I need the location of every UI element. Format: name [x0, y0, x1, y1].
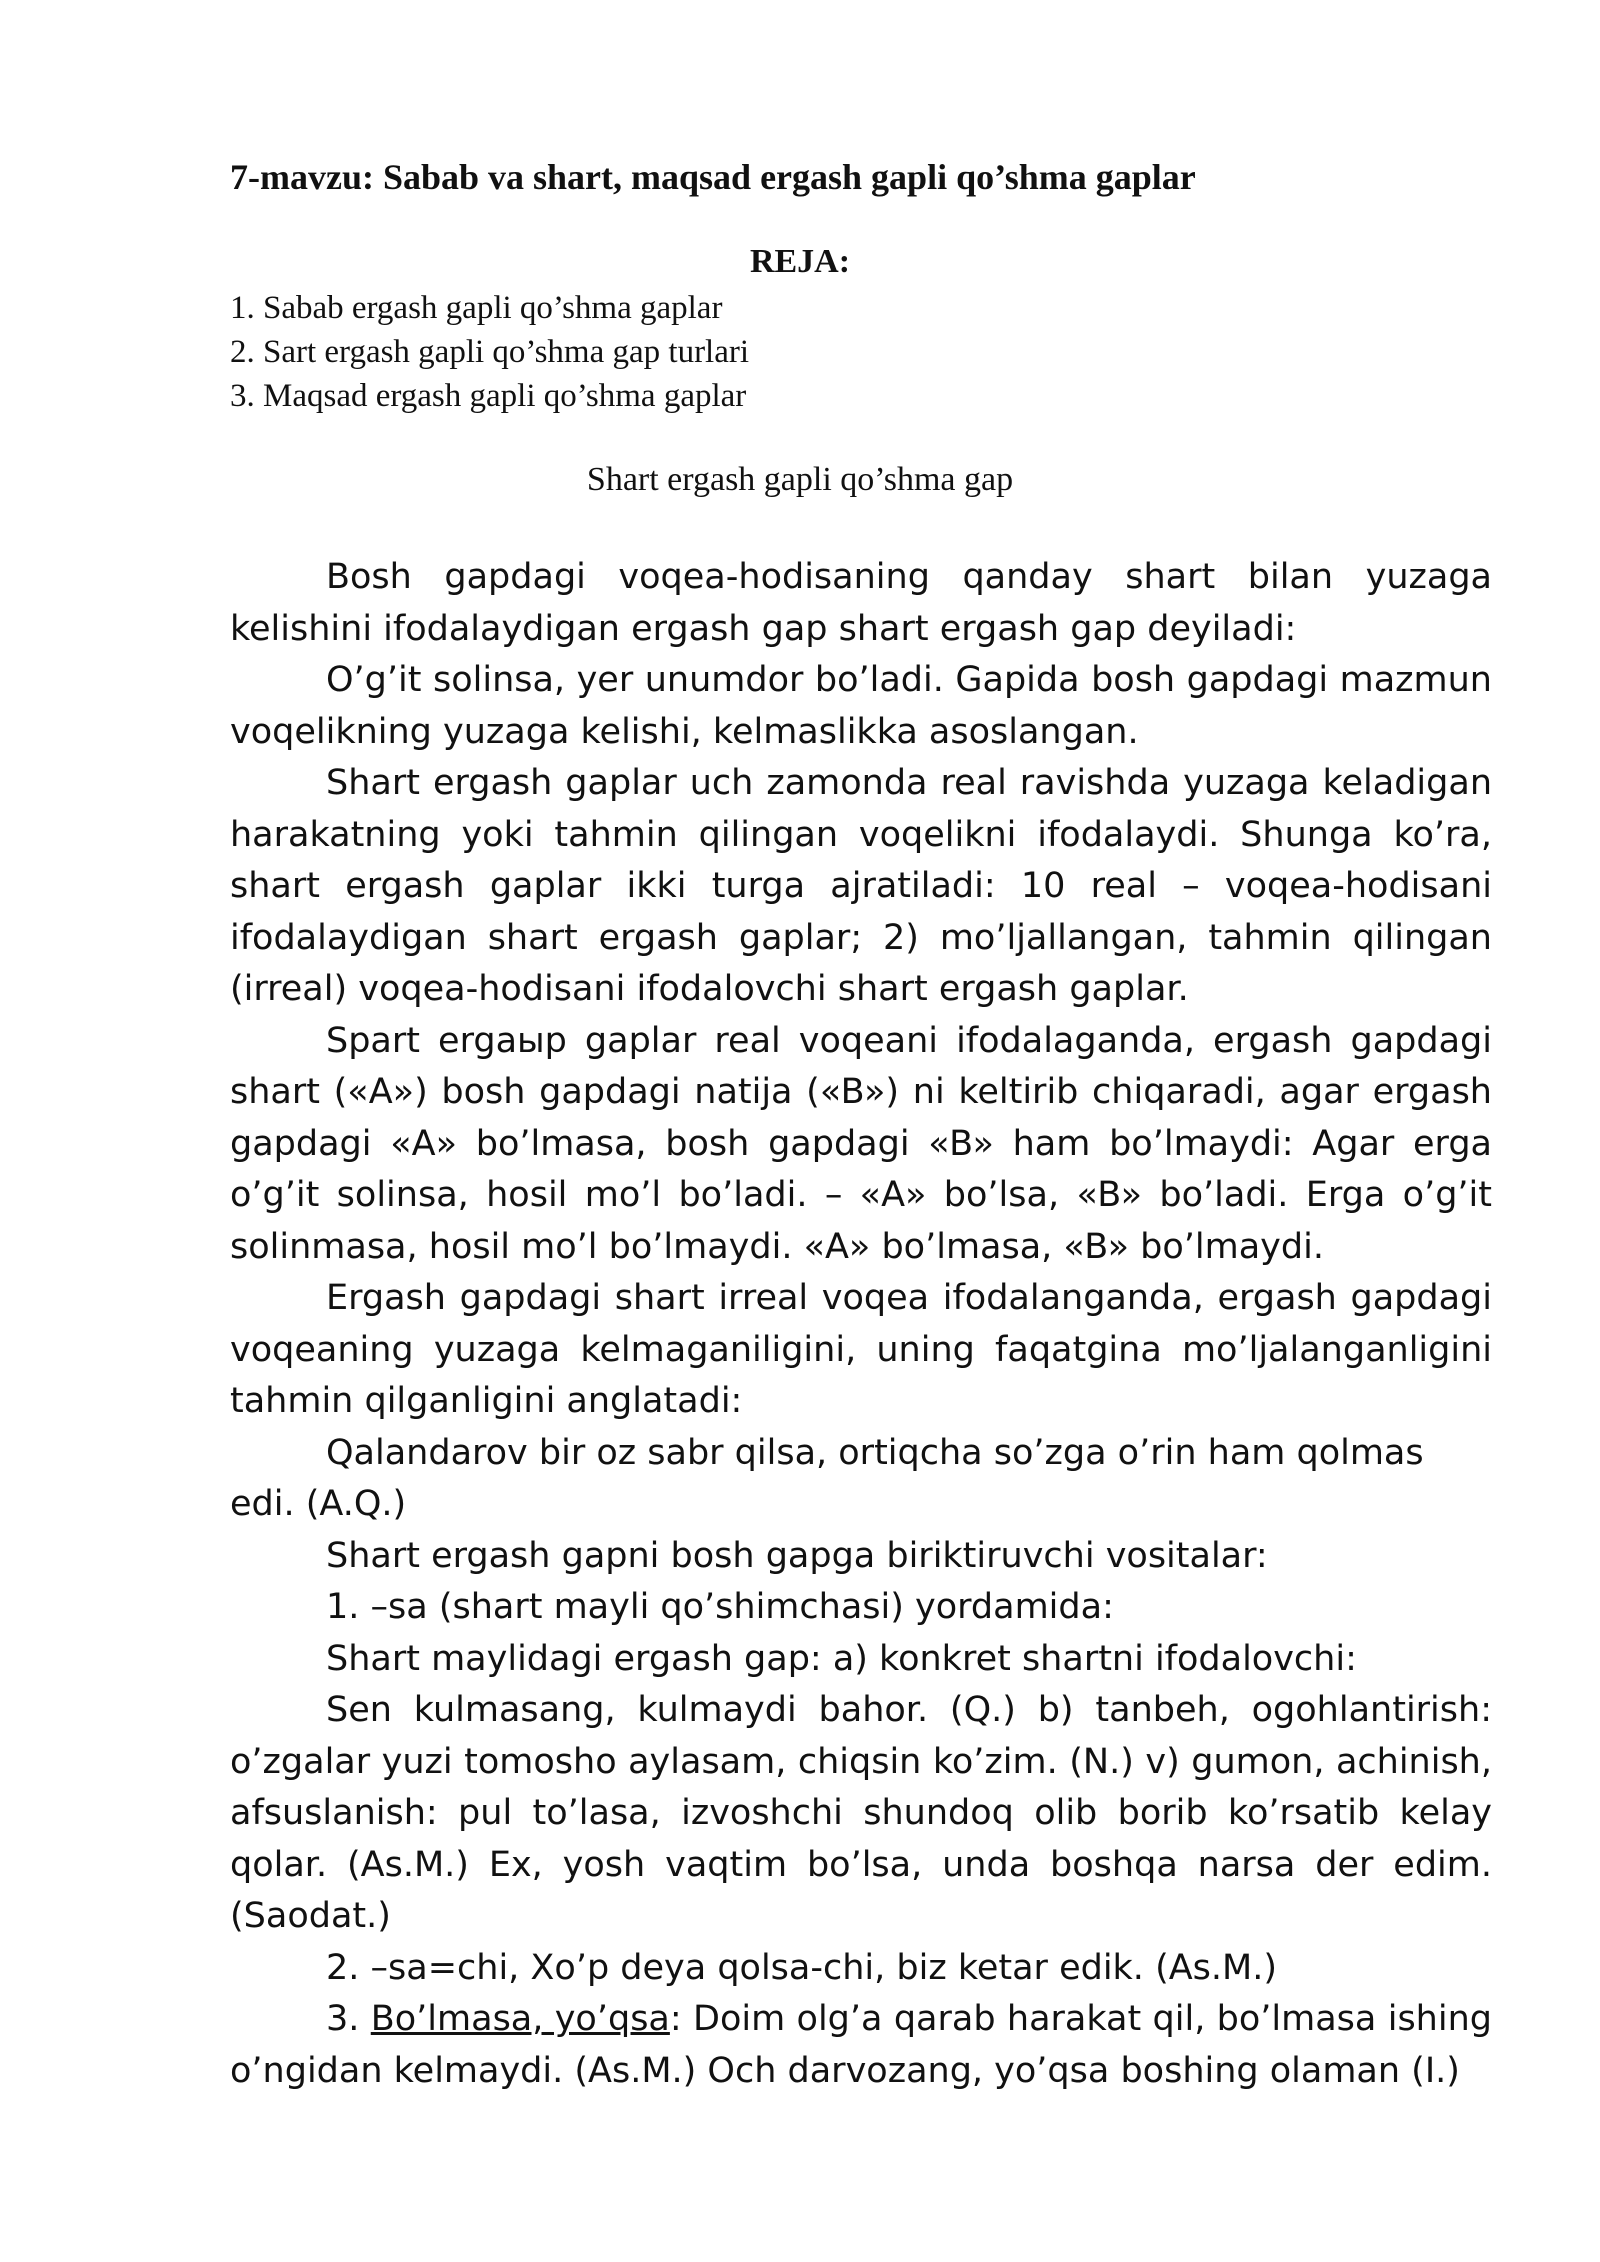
plan-list — [230, 286, 1130, 418]
body-text — [230, 552, 1492, 2097]
paragraph-means-2: 2. –sa=chi, Xo’p deya qolsa-chi, biz ketar edik. (As.M.) — [326, 1947, 1277, 1988]
paragraph-real: Spart ergaыр gaplar real voqeani ifodalaganda, ergash gapdagi shart («A») bosh gapdagi natija («B») ni keltirib chiqaradi, agar ergash gapdagi «A» bo’lmasa, bosh gapdagi «B» ham bo’lmaydi: Agar erga o’g’it solinsa, hosil mo’l bo’ladi. – «A» bo’lsa, «B» bo’ladi. Erga o’g’it solinmasa, hosil mo’l bo’lmaydi. «A» bo’lmasa, «B» bo’lmaydi. — [230, 1020, 1492, 1267]
paragraph-prefix: 3. — [326, 1999, 371, 2039]
document-title: 7-mavzu: Sabab va shart, maqsad ergash gapli qo’shma gaplar — [230, 157, 1196, 197]
paragraph-definition: Bosh gapdagi voqea-hodisaning qanday shart bilan yuzaga kelishini ifodalaydigan ergash gap shart ergash gap deyiladi: — [230, 557, 1492, 649]
paragraph-rest: : Doim olg’a qarab harakat qil, bo’lmasa ishing o’ngidan kelmaydi. (As.M.) Och darvozang, yo’qsa boshing olaman (I.) — [230, 1999, 1492, 2091]
paragraph-irreal: Ergash gapdagi shart irreal voqea ifodalanganda, ergash gapdagi voqeaning yuzaga kelmaganiligini, uning faqatgina mo’ljalanganligini tahmin qilganligini anglatadi: — [230, 1278, 1492, 1421]
plan-item: 3. Maqsad ergash gapli qo’shma gaplar — [230, 378, 747, 414]
paragraph-example: O’g’it solinsa, yer unumdor bo’ladi. Gapida bosh gapdagi mazmun voqelikning yuzaga kelishi, kelmaslikka asoslangan. — [230, 660, 1492, 752]
plan-item: 2. Sart ergash gapli qo’shma gap turlari — [230, 334, 750, 370]
paragraph-examples: Sen kulmasang, kulmaydi bahor. (Q.) b) tanbeh, ogohlantirish: o’zgalar yuzi tomosho aylasam, chiqsin ko’zim. (N.) v) gumon, achinish, afsuslanish: pul to’lasa, izvoshchi shundoq olib borib ko’rsatib kelay qolar. (As.M.) Ex, yosh vaqtim bo’lsa, unda boshqa narsa der edim. (Saodat.) — [230, 1690, 1492, 1936]
paragraph-conditional-mood: Shart maylidagi ergash gap: a) konkret shartni ifodalovchi: — [326, 1638, 1357, 1679]
paragraph-means-heading: Shart ergash gapni bosh gapga biriktiruvchi vositalar: — [326, 1535, 1268, 1576]
paragraph-means-3 — [230, 1994, 1492, 2097]
paragraph-means-1: 1. –sa (shart mayli qo’shimchasi) yordamida: — [326, 1587, 1114, 1627]
paragraph-types: Shart ergash gaplar uch zamonda real ravishda yuzaga keladigan harakatning yoki tahmin qilingan voqelikni ifodalaydi. Shunga ko’ra, shart ergash gaplar ikki turga ajratiladi: 10 real – voqea-hodisani ifodalaydigan shart ergash gaplar; 2) mo’ljallangan, tahmin qilingan (irreal) voqea-hodisani ifodalovchi shart ergash gaplar. — [230, 763, 1492, 1009]
plan-heading: REJA: — [749, 243, 851, 280]
underlined-term: Bo’lmasa, yo’qsa — [370, 1999, 670, 2039]
paragraph-quote: Qalandarov bir oz sabr qilsa, ortiqcha so’zga o’rin ham qolmas edi. (A.Q.) — [230, 1432, 1424, 1524]
section-title: Shart ergash gapli qo’shma gap — [586, 461, 1014, 498]
plan-item: 1. Sabab ergash gapli qo’shma gaplar — [230, 290, 723, 326]
